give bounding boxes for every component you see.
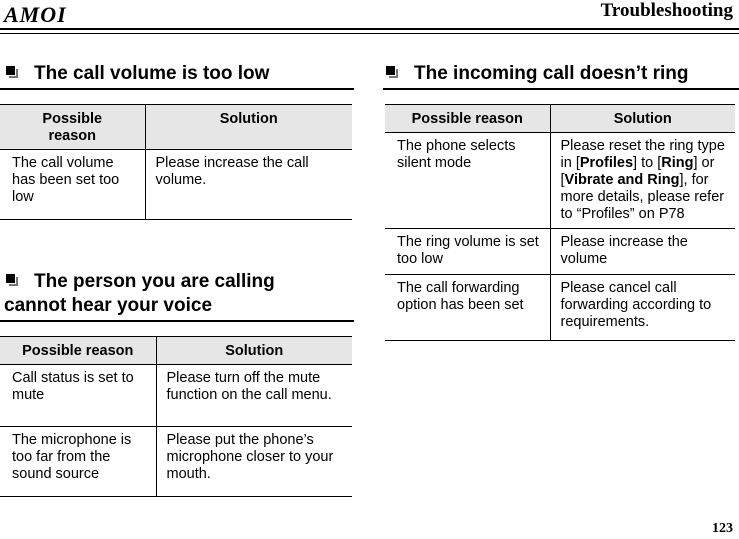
profiles-keyword: Profiles: [579, 155, 634, 171]
table-row: [0, 427, 352, 497]
section-title-volume-low: [6, 62, 269, 86]
page-number: 123: [712, 521, 733, 536]
table-cannot-hear: [0, 336, 352, 497]
amoi-logo: AMOI: [4, 2, 67, 27]
table-header-row: [0, 105, 352, 150]
column-header-reason: Possible reason: [0, 105, 145, 150]
solution-cell: Please reset the ring type in [Profiles] to [Ring] or [Vibrate and Ring], for more details, please refer to “Profiles” on P78: [550, 133, 735, 229]
table-header-row: [385, 105, 735, 133]
square-bullet-icon: [386, 66, 398, 78]
table-header-row: [0, 337, 352, 365]
column-header-solution: Solution: [156, 337, 352, 365]
section-title-cannot-hear: [4, 270, 334, 318]
section-title-text: The person you are calling cannot hear your voice: [4, 271, 275, 316]
table-row: [385, 229, 735, 275]
table-volume-low: [0, 104, 352, 220]
square-bullet-icon: [6, 274, 18, 286]
header-divider-thin: [0, 33, 739, 34]
section-title-text: The call volume is too low: [34, 63, 270, 84]
header-divider: [0, 28, 739, 30]
reason-cell: The microphone is too far from the sound source: [0, 427, 156, 497]
solution-cell: Please turn off the mute function on the call menu.: [156, 365, 352, 427]
column-header-solution: Solution: [145, 105, 352, 150]
column-header-reason: Possible reason: [385, 105, 550, 133]
reason-cell: The ring volume is set too low: [385, 229, 550, 275]
section-rule: [0, 320, 354, 322]
reason-cell: Call status is set to mute: [0, 365, 156, 427]
vibrate-and-ring-keyword: Vibrate and Ring: [564, 172, 680, 188]
table-row: [385, 275, 735, 341]
ring-keyword: Ring: [661, 155, 694, 171]
solution-cell: Please put the phone’s microphone closer to your mouth.: [156, 427, 352, 497]
section-title-text: The incoming call doesn’t ring: [414, 63, 689, 84]
column-header-solution: Solution: [550, 105, 735, 133]
reason-cell: The call volume has been set too low: [0, 150, 145, 220]
page-header-title: Troubleshooting: [600, 0, 733, 21]
solution-cell: Please cancel call forwarding according to requirements.: [550, 275, 735, 341]
square-bullet-icon: [6, 66, 18, 78]
section-rule: [383, 88, 739, 90]
table-row: [385, 133, 735, 229]
table-row: [0, 365, 352, 427]
table-no-ring: [385, 104, 735, 341]
table-row: [0, 150, 352, 220]
reason-cell: The call forwarding option has been set: [385, 275, 550, 341]
column-header-reason: Possible reason: [0, 337, 156, 365]
solution-cell: Please increase the call volume.: [145, 150, 352, 220]
solution-cell: Please increase the volume: [550, 229, 735, 275]
section-rule: [0, 88, 354, 90]
reason-cell: The phone selects silent mode: [385, 133, 550, 229]
section-title-no-ring: [386, 62, 688, 86]
